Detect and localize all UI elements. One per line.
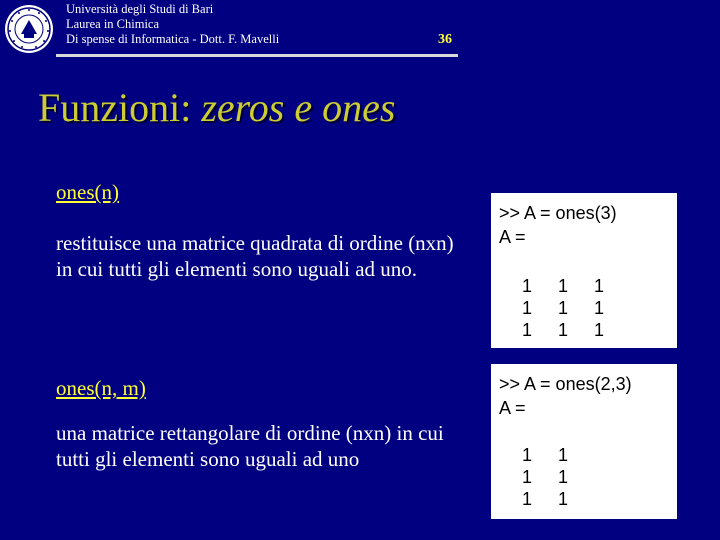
title-plain: Funzioni: [38, 85, 192, 130]
function-ones-n: ones(n) [56, 180, 119, 204]
university-name: Università degli Studi di Bari [66, 2, 214, 16]
matrix-cell: 1 [521, 489, 532, 509]
matrix-row [509, 488, 581, 510]
matrix-row [509, 466, 581, 488]
title-italic: zeros e ones [201, 85, 396, 130]
matrix-cell: 1 [521, 467, 532, 487]
matrix-cell: 1 [521, 445, 532, 465]
matrix-cell: 1 [593, 298, 604, 318]
matrix-cell: 1 [557, 445, 568, 465]
matrix-cell: 1 [593, 320, 604, 340]
matrix-row [509, 275, 617, 297]
matrix-row [509, 444, 581, 466]
course-notes: Di spense di Informatica - Dott. F. Mavelli [66, 32, 280, 46]
example-var: A = [499, 398, 526, 418]
degree-name: Laurea in Chimica [66, 17, 160, 31]
matrix-cell: 1 [521, 320, 532, 340]
matrix-cell: 1 [521, 298, 532, 318]
slide-title [38, 84, 395, 131]
example-var: A = [499, 227, 526, 247]
matrix-cell: 1 [521, 276, 532, 296]
example-box-ones-n [491, 193, 677, 348]
description-ones-n: restituisce una matrice quadrata di ordine (nxn) in cui tutti gli elementi sono uguali ad uno. [56, 231, 454, 281]
example-command: >> A = ones(3) [499, 203, 617, 223]
function-ones-n-m: ones(n, m) [56, 376, 146, 400]
matrix-row [509, 319, 617, 341]
slide-number: 36 [438, 32, 452, 47]
example-box-ones-n-m [491, 364, 677, 519]
example-matrix [509, 444, 581, 510]
example-command: >> A = ones(2,3) [499, 374, 632, 394]
matrix-cell: 1 [557, 320, 568, 340]
header-info [66, 2, 279, 47]
university-seal-icon [4, 4, 54, 54]
example-matrix [509, 275, 617, 341]
description-ones-n-m: una matrice rettangolare di ordine (nxn) in cui tutti gli elementi sono uguali ad uno [56, 421, 444, 471]
matrix-cell: 1 [557, 276, 568, 296]
matrix-cell: 1 [593, 276, 604, 296]
matrix-cell: 1 [557, 467, 568, 487]
header-divider [56, 54, 458, 57]
matrix-row [509, 297, 617, 319]
matrix-cell: 1 [557, 489, 568, 509]
matrix-cell: 1 [557, 298, 568, 318]
